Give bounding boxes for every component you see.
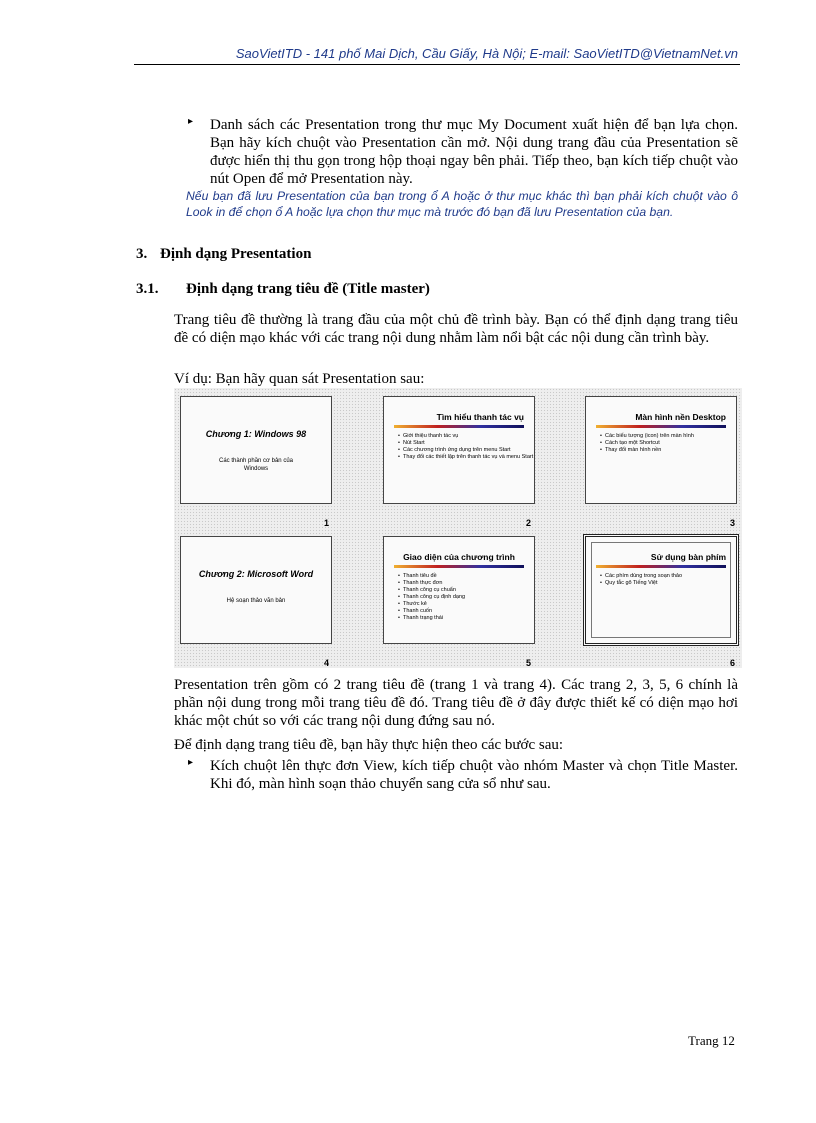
arrow-bullet-icon: ▸: [188, 757, 194, 768]
section-heading: Định dạng Presentation: [160, 246, 312, 262]
slide-title: Màn hình nền Desktop: [635, 412, 726, 422]
paragraph: Trang tiêu đề thường là trang đầu của một chủ đề trình bày. Bạn có thể định dạng trang tiêu đề có diện mạo khác với các trang nội dung nhằm làm nổi bật các nội dung cần trình bày.: [174, 312, 738, 346]
slide-number: 4: [324, 658, 330, 668]
slide-sorter-figure: [174, 388, 742, 668]
slide-title-rule: [394, 425, 524, 428]
slide-bullet: • Thanh tiêu đề: [398, 573, 534, 580]
slide-bullet-list: [586, 573, 736, 587]
slide-bullet: • Thanh công cụ định dạng: [398, 594, 534, 601]
subsection-number: 3.1.: [136, 281, 159, 297]
slide-bullet-list: [384, 573, 534, 622]
slide-title: Sử dụng bàn phím: [650, 552, 726, 562]
slide-bullet: • Quy tắc gõ Tiếng Việt: [600, 580, 736, 587]
slide-number: 1: [324, 518, 330, 528]
slide-title: Tìm hiểu thanh tác vụ: [436, 412, 524, 422]
slide-thumbnail: [585, 396, 737, 504]
slide-title-rule: [596, 565, 726, 568]
slide-title-rule: [596, 425, 726, 428]
section-number: 3.: [136, 246, 148, 262]
slide-bullet: • Thước kẻ: [398, 601, 534, 608]
subsection-heading: Định dạng trang tiêu đề (Title master): [186, 281, 430, 297]
paragraph: Ví dụ: Bạn hãy quan sát Presentation sau:: [174, 371, 425, 387]
bullet-text: Kích chuột lên thực đơn View, kích tiếp chuột vào nhóm Master và chọn Title Master. Khi đó, màn hình soạn thảo chuyển sang cửa sổ như sau.: [210, 758, 738, 792]
header-text: SaoVietITD - 141 phố Mai Dịch, Cầu Giấy, Hà Nội; E-mail: SaoVietITD@VietnamNet.vn: [235, 46, 738, 61]
slide-title-rule: [394, 565, 524, 568]
slide-bullet: • Các chương trình ứng dụng trên menu Start: [398, 447, 534, 454]
slide-subtitle: Hệ soạn thảo văn bản: [226, 598, 286, 604]
bullet-item: [188, 116, 738, 188]
slide-thumbnail: [383, 396, 535, 504]
page-header: [134, 44, 740, 65]
slide-number: 6: [730, 658, 736, 668]
bullet-text: Danh sách các Presentation trong thư mục My Document xuất hiện để bạn lựa chọn. Bạn hãy kích chuột vào Presentation cần mở. Nội dung trang đầu của Presentation sẽ được hiển thị thu gọn trong hộp thoại ngay bên phải. Tiếp theo, bạn kích tiếp chuột vào nút Open để mở Presentation này.: [210, 117, 738, 187]
note-text: Nếu bạn đã lưu Presentation của bạn trong ổ A hoặc ở thư mục khác thì bạn phải kích chuột vào ô Look in để chọn ổ A hoặc lựa chọn thư mục mà trước đó bạn đã lưu Presentation của bạn.: [186, 189, 738, 219]
page-number: Trang 12: [688, 1033, 735, 1048]
bullet-item: [188, 757, 738, 793]
slide-bullet: • Thanh trạng thái: [398, 615, 534, 622]
arrow-bullet-icon: ▸: [188, 116, 194, 127]
slide-bullet-list: [384, 433, 534, 461]
slide-title: Giao diện của chương trình: [403, 552, 515, 562]
slide-number: 5: [526, 658, 532, 668]
slide-bullet-list: [586, 433, 736, 454]
slide-thumbnail: [383, 536, 535, 644]
paragraph: Presentation trên gồm có 2 trang tiêu đề (trang 1 và trang 4). Các trang 2, 3, 5, 6 chính là phần nội dung trong mỗi trang tiêu đề đó. Trang tiêu đề ở đây được thiết kế có diện mạo hơi khác một chút so với các trang nội dung đứng sau nó.: [174, 677, 738, 729]
slide-number: 2: [526, 518, 532, 528]
slide-thumbnail-selected: [583, 534, 739, 646]
slide-bullet: • Cách tạo một Shortcut: [600, 440, 736, 447]
slide-bullet: • Thanh cuốn: [398, 608, 534, 615]
slide-bullet: • Thay đổi các thiết lập trên thanh tác vụ và menu Start: [398, 454, 534, 461]
slide-thumbnail: [180, 396, 332, 504]
slide-title: Chương 1: Windows 98: [205, 429, 307, 439]
slide-bullet: • Các phím dùng trong soạn thảo: [600, 573, 736, 580]
slide-thumbnail: [180, 536, 332, 644]
slide-bullet: • Các biểu tượng (icon) trên màn hình: [600, 433, 736, 440]
paragraph: Để định dạng trang tiêu đề, bạn hãy thực hiện theo các bước sau:: [174, 737, 564, 753]
slide-bullet: • Thanh công cụ chuẩn: [398, 587, 534, 594]
slide-number: 3: [730, 518, 736, 528]
slide-bullet: • Thay đổi màn hình nền: [600, 447, 736, 454]
slide-title: Chương 2: Microsoft Word: [198, 569, 314, 579]
slide-subtitle: Các thành phần cơ bản của Windows: [219, 458, 293, 472]
slide-bullet: • Giới thiệu thanh tác vụ: [398, 433, 534, 440]
slide-bullet: • Thanh thực đơn: [398, 580, 534, 587]
slide-bullet: • Nút Start: [398, 440, 534, 447]
